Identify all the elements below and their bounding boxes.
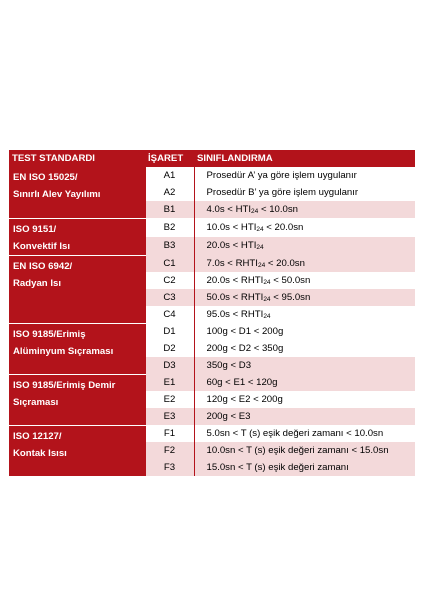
table-body bbox=[9, 167, 415, 476]
subscript-24: 24 bbox=[256, 225, 264, 233]
mark-cell: E2 bbox=[145, 391, 194, 408]
mark-cell: C2 bbox=[145, 272, 194, 289]
standard-cell: ISO 12127/ Kontak Isısı bbox=[9, 425, 145, 476]
classification-cell: $95.0s < RHTI_{24}$ bbox=[206, 309, 271, 320]
classification-cell: 10.0sn < T (s) eşik değeri zamanı < 15.0sn bbox=[194, 442, 415, 459]
classification-cell: 200g < E3 bbox=[194, 408, 415, 425]
mark-cell: B2 bbox=[145, 218, 194, 237]
subscript-24: 24 bbox=[263, 296, 271, 303]
mark-cell: F3 bbox=[145, 459, 194, 476]
standard-cell: EN ISO 6942/ Radyan Isı bbox=[9, 255, 145, 323]
classification-cell: 100g < D1 < 200g bbox=[206, 326, 284, 337]
classification-cell: $20.0s < HTI_{24}$ bbox=[194, 237, 415, 256]
mark-cell: C1 bbox=[145, 255, 194, 272]
table-row bbox=[9, 323, 415, 340]
mark-cell: A1 bbox=[145, 167, 194, 184]
table-row bbox=[9, 425, 415, 442]
header-standard: TEST STANDARDI bbox=[9, 150, 145, 167]
classification-cell: $20.0s < RHTI_{24} < 50.0sn$ bbox=[206, 275, 311, 286]
classification-cell: 120g < E2 < 200g bbox=[206, 394, 283, 405]
mark-cell: F1 bbox=[145, 425, 194, 442]
classification-cell: 15.0sn < T (s) eşik değeri zamanı bbox=[194, 459, 415, 476]
classification-cell: 60g < E1 < 120g bbox=[194, 374, 415, 391]
mark-cell: E3 bbox=[145, 408, 194, 425]
subscript-24: 24 bbox=[257, 262, 266, 269]
classification-cell: 200g < D2 < 350g bbox=[206, 343, 284, 354]
classification-cell: $50.0s < RHTI_{24} < 95.0sn$ bbox=[194, 289, 415, 306]
header-mark: İŞARET bbox=[145, 150, 194, 167]
standard-cell: EN ISO 15025/ Sınırlı Alev Yayılımı bbox=[9, 167, 145, 218]
subscript-24: 24 bbox=[263, 313, 271, 320]
mark-cell: D2 bbox=[145, 340, 194, 357]
subscript-24: 24 bbox=[263, 279, 271, 286]
standards-table bbox=[9, 150, 415, 477]
subscript-24: 24 bbox=[256, 244, 264, 252]
standard-cell: ISO 9151/ Konvektif Isı bbox=[9, 218, 145, 255]
standard-cell: ISO 9185/Erimiş Alüminyum Sıçraması bbox=[9, 323, 145, 374]
subscript-24: 24 bbox=[251, 208, 259, 215]
classification-cell: $10.0s < HTI_{24} < 20.0sn$ bbox=[206, 221, 304, 233]
classification-cell: $4.0s < HTI_{24} < 10.0sn$ bbox=[194, 201, 415, 218]
mark-cell: C3 bbox=[145, 289, 194, 306]
classification-cell: Prosedür A’ ya göre işlem uygulanır bbox=[206, 170, 357, 181]
classification-cell: 350g < D3 bbox=[194, 357, 415, 374]
classification-cell: $7.0s < RHTI_{24} < 20.0sn$ bbox=[194, 255, 415, 272]
mark-cell: D1 bbox=[145, 323, 194, 340]
table-row bbox=[9, 374, 415, 391]
mark-cell: B3 bbox=[145, 237, 194, 256]
mark-cell: F2 bbox=[145, 442, 194, 459]
header-classification: SINIFLANDIRMA bbox=[194, 150, 415, 167]
mark-cell: D3 bbox=[145, 357, 194, 374]
table-row bbox=[9, 255, 415, 272]
classification-cell: 5.0sn < T (s) eşik değeri zamanı < 10.0sn bbox=[206, 428, 384, 439]
mark-cell: B1 bbox=[145, 201, 194, 218]
header-row bbox=[9, 150, 415, 167]
mark-cell: A2 bbox=[145, 184, 194, 201]
mark-cell: E1 bbox=[145, 374, 194, 391]
table-row bbox=[9, 167, 415, 184]
classification-cell: Prosedür B’ ya göre işlem uygulanır bbox=[206, 187, 359, 198]
table-row bbox=[9, 218, 415, 237]
mark-cell: C4 bbox=[145, 306, 194, 323]
standard-cell: ISO 9185/Erimiş Demir Sıçraması bbox=[9, 374, 145, 425]
